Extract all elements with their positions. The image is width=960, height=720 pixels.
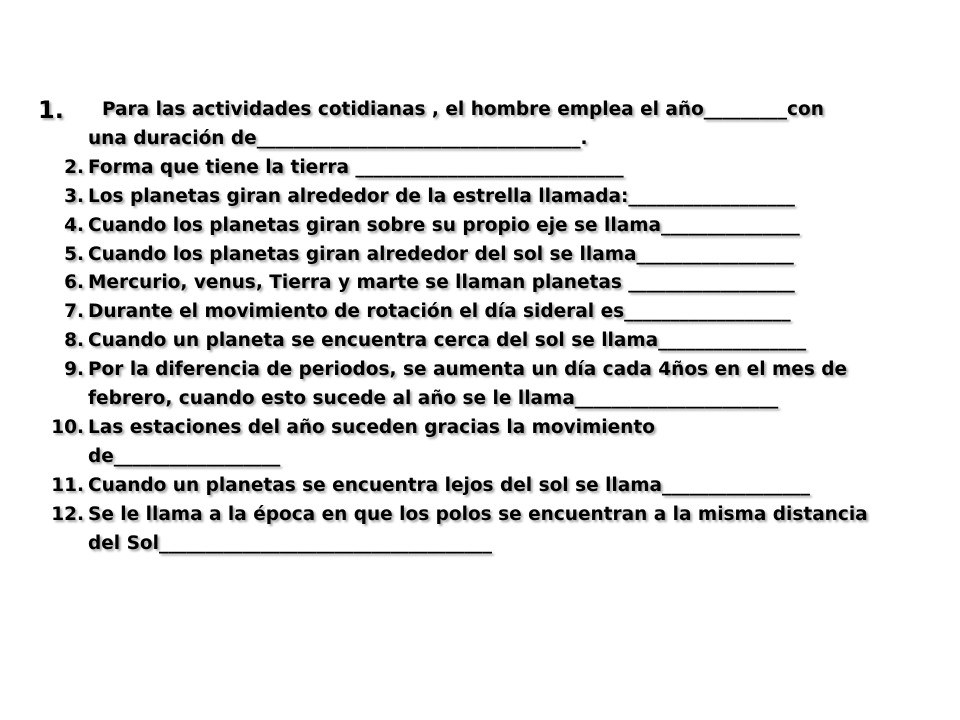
question-text: del Sol____________________________________ bbox=[88, 532, 492, 554]
question-text: Cuando un planetas se encuentra lejos del sol se llama________________ bbox=[88, 474, 810, 496]
question-number: 4. bbox=[64, 214, 84, 236]
question-item bbox=[38, 241, 918, 270]
question-text: una duración de___________________________________. bbox=[88, 127, 588, 149]
question-item bbox=[38, 472, 918, 501]
question-item bbox=[38, 154, 918, 183]
question-item bbox=[38, 269, 918, 298]
question-text: Cuando los planetas giran sobre su propio eje se llama_______________ bbox=[88, 214, 800, 236]
question-number: 11. bbox=[51, 474, 84, 496]
question-text: Cuando los planetas giran alrededor del sol se llama_________________ bbox=[88, 243, 794, 265]
question-number: 9. bbox=[64, 359, 84, 381]
question-number: 5. bbox=[64, 243, 84, 265]
question-number: 2. bbox=[64, 156, 84, 178]
question-item bbox=[38, 212, 918, 241]
question-item bbox=[38, 183, 918, 212]
question-item bbox=[38, 501, 918, 559]
question-text: febrero, cuando esto sucede al año se le llama______________________ bbox=[88, 388, 779, 410]
question-number: 6. bbox=[64, 272, 84, 294]
question-text: Para las actividades cotidianas , el hombre emplea el año_________con bbox=[102, 99, 824, 120]
question-item bbox=[38, 96, 918, 154]
question-text: Los planetas giran alrededor de la estrella llamada:__________________ bbox=[88, 185, 795, 207]
question-list bbox=[38, 96, 918, 559]
question-number: 10. bbox=[51, 416, 84, 438]
question-number: 1. bbox=[38, 96, 64, 124]
question-item bbox=[38, 356, 918, 414]
question-text: Se le llama a la época en que los polos se encuentran a la misma distancia bbox=[88, 503, 868, 525]
question-item bbox=[38, 414, 918, 472]
question-number: 3. bbox=[64, 185, 84, 207]
question-item bbox=[38, 298, 918, 327]
question-text: Mercurio, venus, Tierra y marte se llaman planetas __________________ bbox=[88, 272, 795, 294]
question-text: Durante el movimiento de rotación el día sideral es__________________ bbox=[88, 301, 791, 323]
question-number: 8. bbox=[64, 330, 84, 352]
question-text: de__________________ bbox=[88, 445, 281, 467]
question-text: Las estaciones del año suceden gracias la movimiento bbox=[88, 416, 655, 438]
question-number: 7. bbox=[64, 301, 84, 323]
question-item bbox=[38, 327, 918, 356]
question-text: Por la diferencia de periodos, se aumenta un día cada 4ños en el mes de bbox=[88, 359, 848, 381]
question-text: Forma que tiene la tierra _____________________________ bbox=[88, 156, 624, 178]
question-text: Cuando un planeta se encuentra cerca del sol se llama________________ bbox=[88, 330, 807, 352]
question-number: 12. bbox=[51, 503, 84, 525]
